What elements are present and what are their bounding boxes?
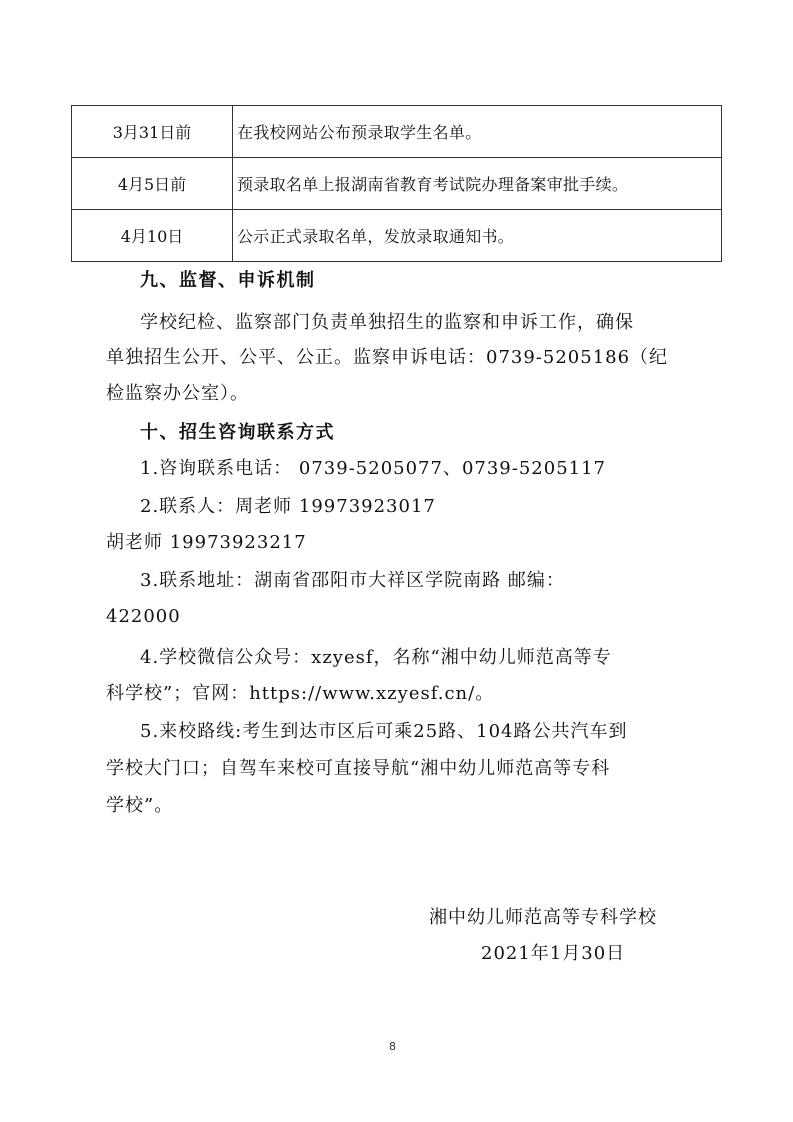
website-line: 科学校”；官网：https://www.xzyesf.cn/。 xyxy=(106,683,495,704)
table-row xyxy=(72,210,722,262)
signature-date: 2021年1月30日 xyxy=(481,943,626,964)
contact-person-line: 胡老师 19973923217 xyxy=(106,532,307,553)
schedule-date: 3月31日前 xyxy=(72,106,233,158)
section-heading-supervision: 九、监督、申诉机制 xyxy=(140,270,316,291)
schedule-description: 公示正式录取名单，发放录取通知书。 xyxy=(233,210,722,262)
page-number: 8 xyxy=(389,1040,396,1053)
postal-code-line: 422000 xyxy=(106,606,181,627)
route-line: 5.来校路线:考生到达市区后可乘25路、104路公共汽车到 xyxy=(140,721,628,742)
wechat-line: 4.学校微信公众号：xzyesf，名称“湘中幼儿师范高等专 xyxy=(140,647,612,668)
paragraph-line: 学校纪检、监察部门负责单独招生的监察和申诉工作，确保 xyxy=(140,312,634,333)
section-heading-contact: 十、招生咨询联系方式 xyxy=(140,422,335,443)
schedule-description: 预录取名单上报湖南省教育考试院办理备案审批手续。 xyxy=(233,158,722,210)
contact-address-line: 3.联系地址：湖南省邵阳市大祥区学院南路 邮编： xyxy=(140,570,565,591)
schedule-date: 4月5日前 xyxy=(72,158,233,210)
table-row xyxy=(72,158,722,210)
paragraph-line: 检监察办公室）。 xyxy=(106,383,249,404)
signature-organization: 湘中幼儿师范高等专科学校 xyxy=(429,907,657,928)
schedule-table xyxy=(71,105,722,262)
table-row xyxy=(72,106,722,158)
schedule-date: 4月10日 xyxy=(72,210,233,262)
route-line: 学校”。 xyxy=(106,795,174,816)
paragraph-line: 单独招生公开、公平、公正。监察申诉电话：0739-5205186（纪 xyxy=(106,347,669,368)
contact-phone-line: 1.咨询联系电话： 0739-5205077、0739-5205117 xyxy=(140,458,607,479)
contact-person-line: 2.联系人：周老师 19973923017 xyxy=(140,496,436,517)
route-line: 学校大门口；自驾车来校可直接导航“湘中幼儿师范高等专科 xyxy=(106,758,611,779)
schedule-description: 在我校网站公布预录取学生名单。 xyxy=(233,106,722,158)
